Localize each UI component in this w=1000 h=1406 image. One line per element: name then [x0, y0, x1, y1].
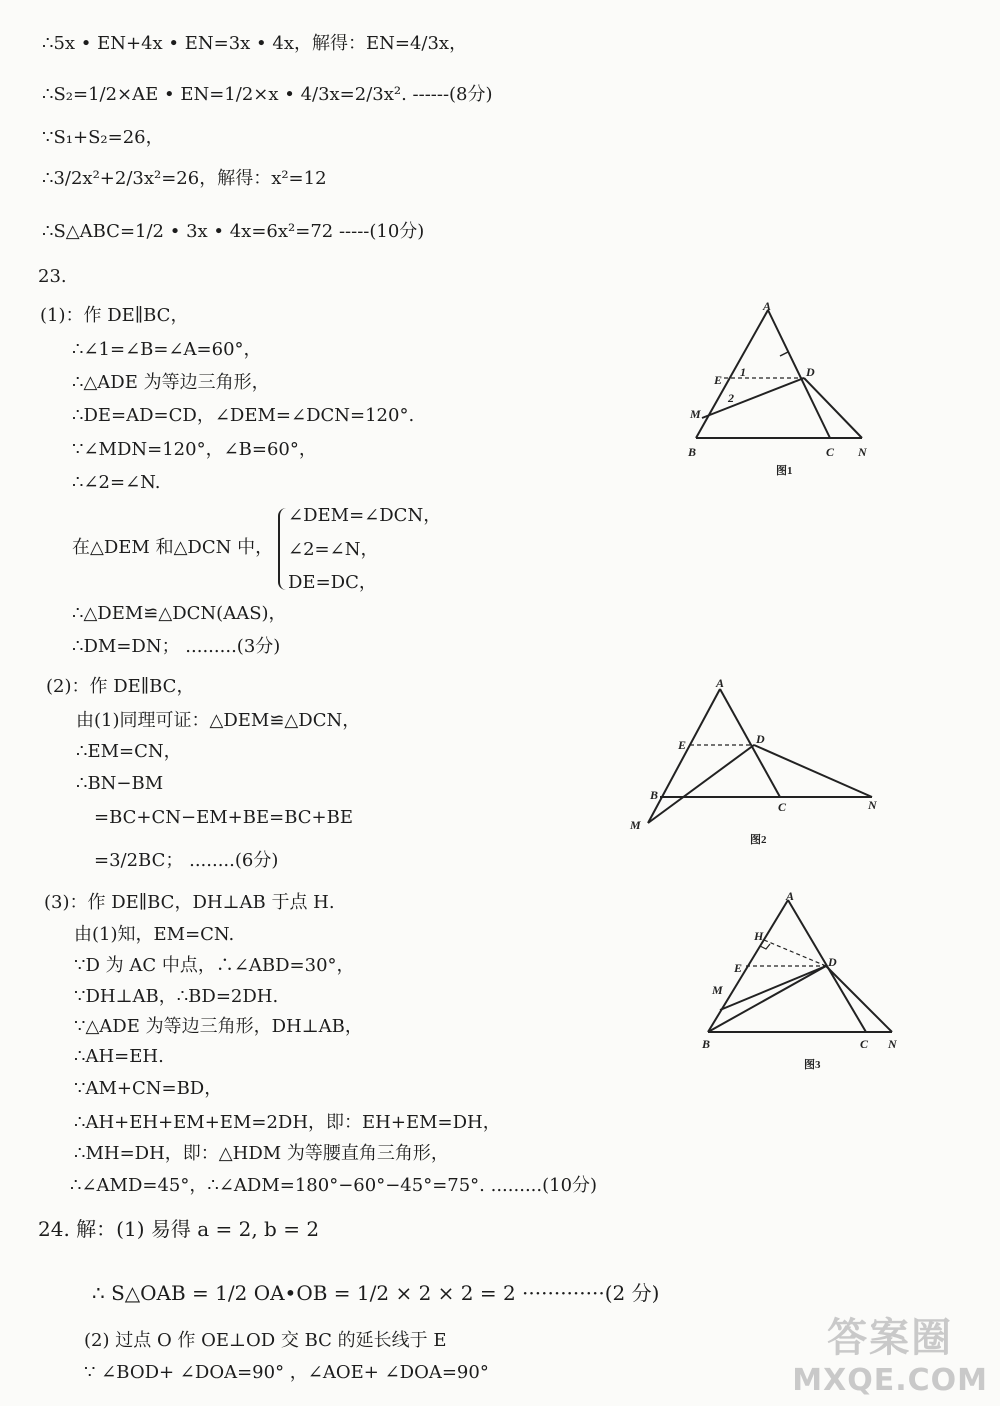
fig1-label-b: B: [688, 445, 697, 459]
q23-p1-line-4: ∴DE=AD=CD，∠DEM=∠DCN=120°.: [72, 405, 415, 426]
q23-sys-line-1: ∠DEM=∠DCN，: [288, 505, 442, 526]
fig3-label-n: N: [888, 1037, 897, 1051]
q23-sys-line-2: ∠2=∠N，: [288, 539, 379, 560]
q24-line-1: 24. 解：(1) 易得 a = 2, b = 2: [38, 1217, 320, 1241]
watermark: [792, 1306, 988, 1398]
fig2-caption: 图2: [750, 834, 767, 846]
p22-line-3: ∵S₁+S₂=26，: [42, 127, 164, 148]
q23-sys-line-3: DE=DC，: [288, 572, 377, 593]
q23-p3-line-8: ∴AH+EH+EM+EM=2DH，即：EH+EM=DH，: [74, 1112, 501, 1133]
q23-p1-line-2: ∴∠1=∠B=∠A=60°，: [72, 339, 262, 360]
q23-number: 23.: [38, 266, 67, 287]
fig1-caption: 图1: [776, 465, 793, 477]
q23-p3-line-10: ∴∠AMD=45°，∴∠ADM=180°−60°−45°=75°. .........(10分): [70, 1175, 598, 1196]
q23-p1-line-3: ∴△ADE 为等边三角形，: [72, 372, 270, 393]
p22-line-1: ∴5x • EN+4x • EN=3x • 4x，解得：EN=4/3x，: [42, 33, 468, 54]
fig1-label-c: C: [826, 445, 835, 459]
q23-p3-line-7: ∵AM+CN=BD，: [74, 1078, 223, 1099]
q23-p2-line-2: 由(1)同理可证：△DEM≌△DCN，: [76, 710, 361, 731]
fig3-caption: 图3: [804, 1059, 821, 1071]
fig1-label-n: N: [858, 445, 867, 459]
fig3-label-e: E: [734, 961, 743, 975]
fig1-angle-1: 1: [740, 365, 746, 379]
fig3-label-h: H: [754, 929, 764, 943]
q23-p2-line-3: ∴EM=CN，: [76, 741, 182, 762]
q23-p3-line-3: ∵D 为 AC 中点，∴∠ABD=30°，: [74, 955, 355, 976]
q23-p3-line-2: 由(1)知，EM=CN.: [74, 924, 235, 945]
q23-p1-line-1: (1)：作 DE∥BC，: [40, 305, 189, 326]
fig3-label-m: M: [712, 983, 723, 997]
q24-line-3: (2) 过点 O 作 OE⊥OD 交 BC 的延长线于 E: [84, 1330, 447, 1351]
p22-line-4: ∴3/2x²+2/3x²=26，解得：x²=12: [42, 168, 327, 189]
figure-3: [690, 888, 920, 1078]
fig2-label-c: C: [778, 800, 787, 814]
figure-2: [620, 675, 890, 855]
fig3-label-a: A: [786, 889, 795, 903]
watermark-line-1: 答案圈: [827, 1315, 954, 1361]
fig2-label-n: N: [868, 798, 877, 812]
fig2-label-m: M: [630, 818, 641, 832]
q23-p1-concl-1: ∴△DEM≌△DCN(AAS)，: [72, 603, 287, 624]
q24-line-2: ∴ S△OAB = 1/2 OA•OB = 1/2 × 2 × 2 = 2 ·············(2 分): [92, 1281, 660, 1305]
fig3-label-b: B: [702, 1037, 711, 1051]
fig1-label-d: D: [806, 365, 815, 379]
fig1-label-a: A: [763, 300, 772, 313]
q23-p2-line-1: (2)：作 DE∥BC，: [46, 676, 195, 697]
figure-1: [680, 300, 880, 480]
fig3-label-d: D: [828, 955, 837, 969]
fig1-angle-2: 2: [728, 391, 734, 405]
q23-p2-line-6: =3/2BC； ........(6分): [94, 850, 279, 871]
p22-line-5: ∴S△ABC=1/2 • 3x • 4x=6x²=72 -----(10分): [42, 221, 425, 242]
q23-p3-line-5: ∵△ADE 为等边三角形，DH⊥AB，: [74, 1016, 363, 1037]
system-brace: [278, 508, 288, 590]
fig3-label-c: C: [860, 1037, 869, 1051]
fig1-label-e: E: [714, 373, 723, 387]
q23-p3-line-9: ∴MH=DH，即：△HDM 为等腰直角三角形，: [74, 1143, 449, 1164]
q23-in-triangles: 在△DEM 和△DCN 中，: [72, 537, 274, 558]
q23-p2-line-5: =BC+CN−EM+BE=BC+BE: [94, 807, 353, 828]
q23-p2-line-4: ∴BN−BM: [76, 773, 164, 794]
q23-p1-concl-2: ∴DM=DN； .........(3分): [72, 636, 281, 657]
fig2-label-e: E: [678, 738, 687, 752]
q23-p3-line-6: ∴AH=EH.: [74, 1046, 164, 1067]
fig2-label-a: A: [716, 676, 725, 690]
q23-p3-line-1: (3)：作 DE∥BC，DH⊥AB 于点 H.: [44, 892, 335, 913]
fig1-label-m: M: [690, 407, 701, 421]
fig2-label-b: B: [650, 788, 659, 802]
q23-p1-line-6: ∴∠2=∠N.: [72, 472, 161, 493]
p22-line-2: ∴S₂=1/2×AE • EN=1/2×x • 4/3x=2/3x². ------(8分): [42, 84, 493, 105]
q23-p3-line-4: ∵DH⊥AB，∴BD=2DH.: [74, 986, 279, 1007]
fig2-label-d: D: [756, 732, 765, 746]
q23-p1-line-5: ∵∠MDN=120°，∠B=60°，: [72, 439, 317, 460]
watermark-line-2: MXQE.COM: [792, 1363, 988, 1398]
q24-line-4: ∵ ∠BOD+ ∠DOA=90° ，∠AOE+ ∠DOA=90°: [84, 1362, 489, 1383]
